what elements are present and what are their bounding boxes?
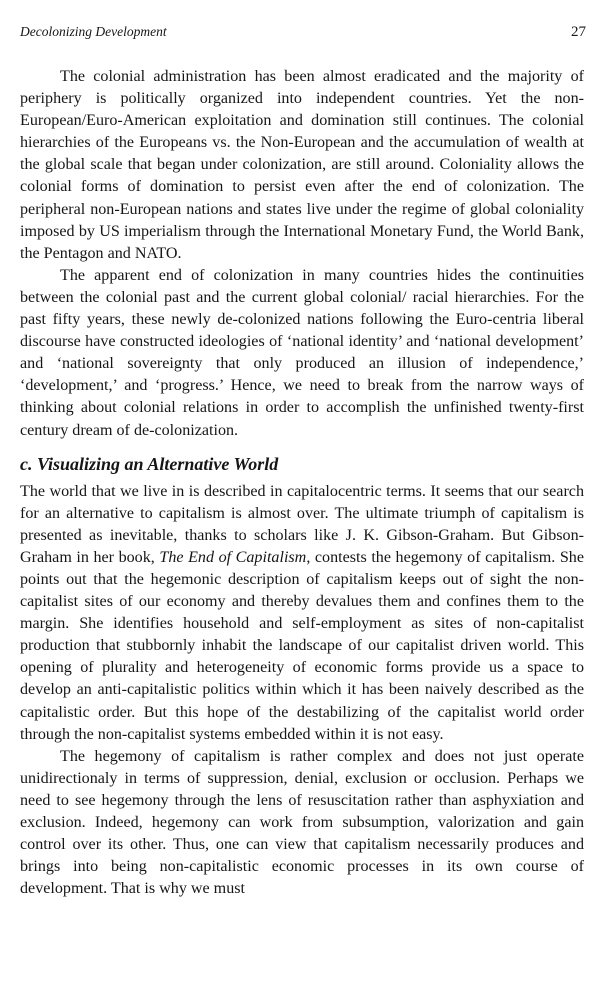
page-body — [20, 66, 584, 900]
paragraph-hegemony-of-capitalism: The hegemony of capitalism is rather complex and does not just operate unidirectionaly in terms of suppression, denial, exclusion or occlusion. Perhaps we need to see hegemony through the lens of resuscitation rather than asphyxiation and exclusion. Indeed, hegemony can work from subsumption, valorization and gain control over its other. Thus, one can view that capitalism necessarily produces and brings into being non-capitalistic economic processes in its own course of development. That is why we must — [20, 747, 584, 898]
paragraph-capitalocentric-world — [20, 481, 584, 746]
paragraph-text-part: , contests the hegemony of capitalism. She points out that the hegemonic description of capitalism keeps out of sight the non-capitalist sites of our economy and thereby devalues them and confines them to the margin. She identifies household and self-employment as sites of non-capitalist production that stubbornly inhabit the landscape of our capitalist driven world. This opening of plurality and heterogeneity of economic forms provide us a space to develop an anti-capitalistic politics within which it has been naively described as the capitalistic order. But this hope of the destabilizing of the capitalist world order through the non-capitalist systems embedded within it is not easy. — [20, 548, 584, 743]
running-head — [20, 24, 586, 44]
page-number: 27 — [571, 24, 586, 40]
running-title: Decolonizing Development — [20, 24, 167, 39]
paragraph-apparent-end-of-colonization: The apparent end of colonization in many countries hides the continuities between the colonial past and the current global colonial/ racial hierarchies. For the past fifty years, these newly de-colonized nations following the Euro-centria liberal discourse have constructed ideologies of ‘national identity’ and ‘national development’ and ‘national sovereignty that only produced an illusion of independence,’ ‘development,’ and ‘progress.’ Hence, we need to break from the narrow ways of thinking about colonial relations in order to accomplish the unfinished twenty-first century dream of de-colonization. — [20, 266, 584, 439]
paragraph-text-part: The world that we live in is described in capitalocentric terms. It seems that our search for an alternative to capitalism is almost over. The ultimate triumph of capitalism is presented as inevitable, thanks to scholars like J. K. Gibson-Graham. But Gibson-Graham in her book, — [20, 482, 584, 566]
section-heading: c. Visualizing an Alternative World — [20, 453, 279, 474]
paragraph-colonial-administration: The colonial administration has been almost eradicated and the majority of periphery is politically organized into independent countries. Yet the non-European/Euro-American exploitation and domination still continues. The colonial hierarchies of the Europeans vs. the Non-European and the accumulation of wealth at the global scale that began under colonization, are still around. Coloniality allows the colonial forms of domination to persist even after the end of colonization. The peripheral non-European nations and states live under the regime of global coloniality imposed by US imperialism through the International Monetary Fund, the World Bank, the Pentagon and NATO. — [20, 68, 584, 262]
book-title: The End of Capitalism — [159, 548, 307, 566]
